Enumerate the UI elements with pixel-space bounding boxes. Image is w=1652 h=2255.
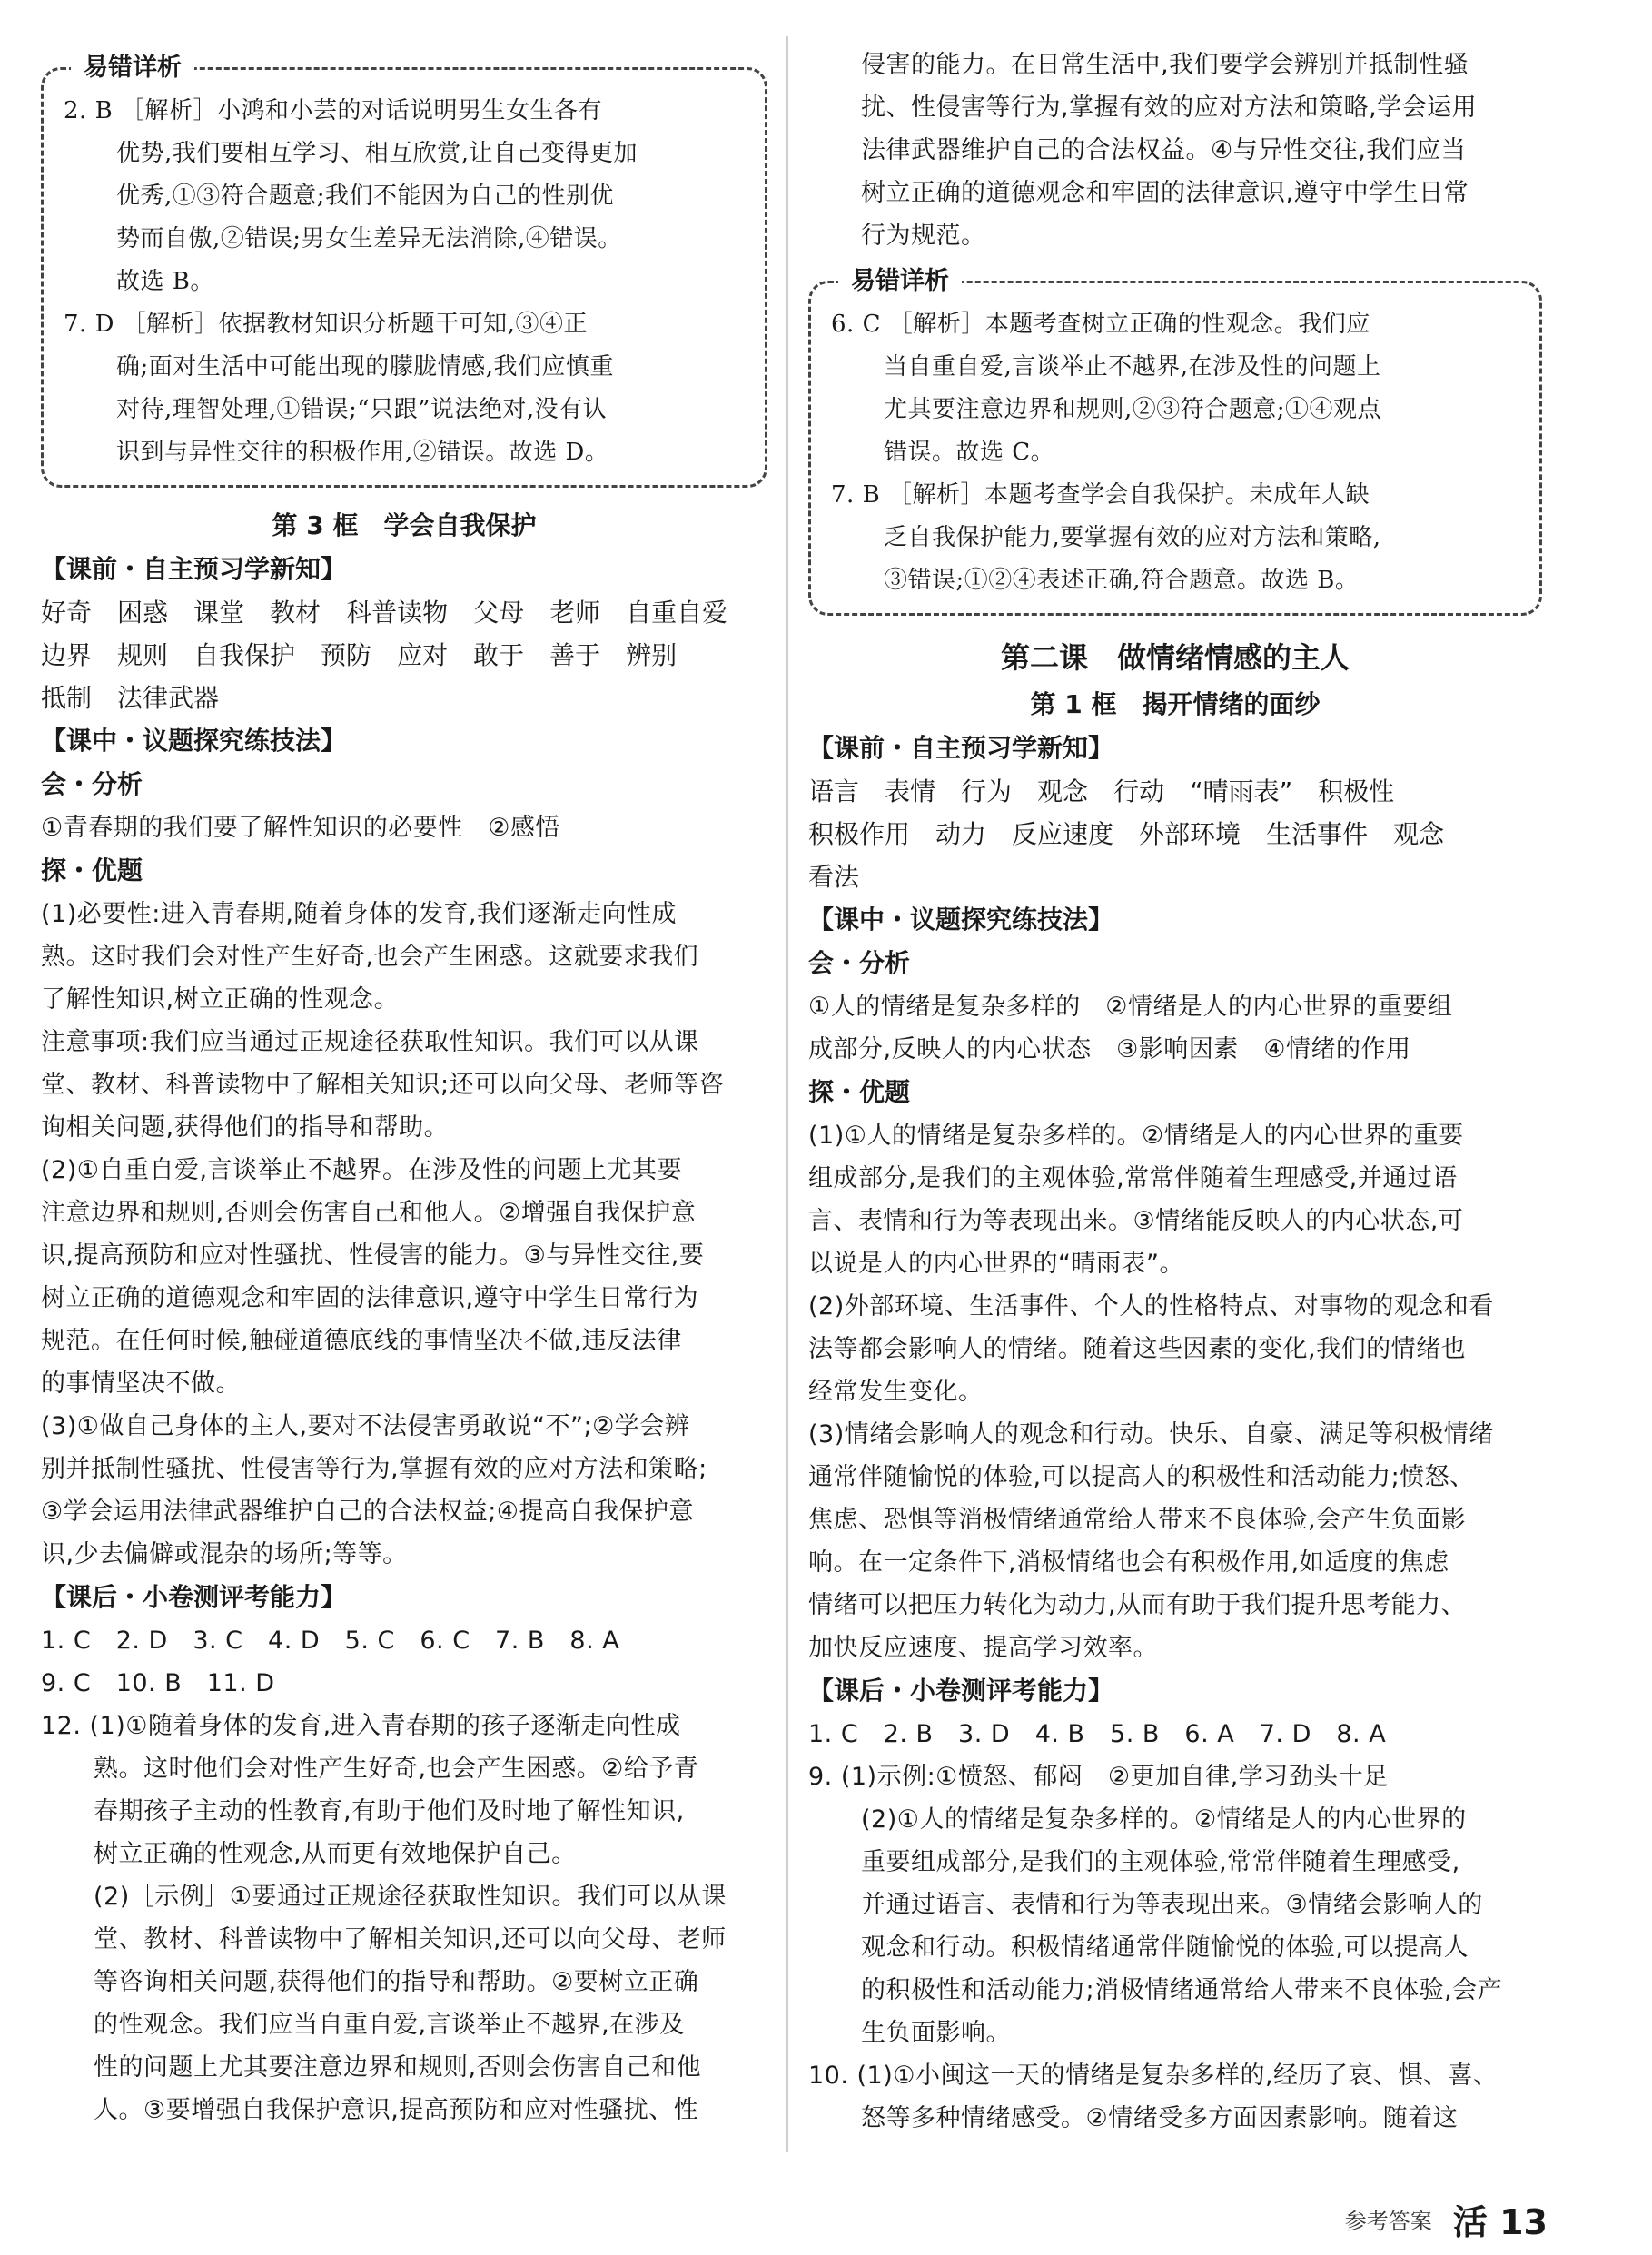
explore-header: 探・优题 [41, 856, 143, 885]
after-header: 【课后・小卷测评考能力】 [41, 1582, 347, 1612]
term-item: 生活事件 [1266, 819, 1369, 849]
error-analysis-title: 易错详析 [71, 50, 194, 86]
q9-line: (2)①人的情绪是复杂多样的。②情绪是人的内心世界的 [861, 1805, 1467, 1834]
q9-lines [808, 1756, 1542, 2054]
explore-line: (1)必要性:进入青春期,随着身体的发育,我们逐渐走向性成 [41, 900, 678, 928]
term-item: 动力 [935, 819, 987, 849]
box1-line: 确;面对生活中可能出现的朦胧情感,我们应慎重 [116, 353, 615, 381]
explore-lines [41, 893, 767, 1576]
right-column [808, 44, 1542, 2140]
continued-line: 树立正确的道德观念和牢固的法律意识,遵守中学生日常 [861, 179, 1469, 207]
q10-line: 怒等多种情绪感受。②情绪受多方面因素影响。随着这 [861, 2104, 1459, 2132]
term-item: 教材 [270, 598, 321, 628]
explore-line: (2)外部环境、生活事件、个人的性格特点、对事物的观念和看 [808, 1292, 1494, 1320]
continued-line: 行为规范。 [861, 222, 986, 250]
term-item: 自我保护 [193, 640, 296, 670]
error-analysis-box-1 [41, 54, 767, 488]
term-item: 行动 [1113, 776, 1165, 806]
term-item: 自重自爱 [626, 598, 728, 628]
reference-answer-label: 参考答案 [1344, 2209, 1432, 2234]
analysis-header: 会・分析 [41, 769, 143, 799]
preview-terms [41, 591, 767, 719]
box1-line: 7. D ［解析］依据教材知识分析题干可知,③④正 [64, 311, 588, 338]
term-item: 善于 [549, 640, 601, 670]
term-item: 困惑 [117, 598, 169, 628]
class-header: 【课中・议题探究练技法】 [808, 905, 1114, 935]
box2-line: 7. B ［解析］本题考查学会自我保护。未成年人缺 [831, 481, 1370, 509]
q12-line: (2)［示例］①要通过正规途径获取性知识。我们可以从课 [94, 1883, 727, 1911]
explore-line: 了解性知识,树立正确的性观念。 [41, 985, 400, 1014]
term-item: “晴雨表” [1190, 776, 1293, 806]
term-item: 行为 [961, 776, 1013, 806]
box1-line: 对待,理智处理,①错误;“只跟”说法绝对,没有认 [116, 396, 608, 423]
box1-line: 识到与异性交往的积极作用,②错误。故选 D。 [116, 439, 609, 466]
explore-line: 树立正确的道德观念和牢固的法律意识,遵守中学生日常行为 [41, 1284, 699, 1312]
analysis-line: 成部分,反映人的内心状态 ③影响因素 ④情绪的作用 [808, 1035, 1411, 1063]
q9-line: 9. (1)示例:①愤怒、郁闷 ②更加自律,学习劲头十足 [808, 1763, 1389, 1791]
q12-line: 树立正确的性观念,从而更有效地保护自己。 [94, 1840, 577, 1868]
q10-lines [808, 2054, 1542, 2140]
box2-line: ③错误;①②④表述正确,符合题意。故选 B。 [884, 567, 1360, 594]
box1-line: 优势,我们要相互学习、相互欣赏,让自己变得更加 [116, 140, 638, 167]
q9-line: 的积极性和活动能力;消极情绪通常给人带来不良体验,会产 [861, 1976, 1503, 2004]
analysis-line: ①青春期的我们要了解性知识的必要性 ②感悟 [41, 814, 560, 842]
preview-header: 【课前・自主预习学新知】 [41, 554, 347, 584]
explore-line: 焦虑、恐惧等消极情绪通常给人带来不良体验,会产生负面影 [808, 1506, 1467, 1534]
explore-line: 注意事项:我们应当通过正规途径获取性知识。我们可以从课 [41, 1028, 699, 1056]
term-item: 科普读物 [346, 598, 449, 628]
answers-line: 1. C 2. D 3. C 4. D 5. C 6. C 7. B 8. A [41, 1627, 620, 1655]
explore-line: (2)①自重自爱,言谈举止不越界。在涉及性的问题上尤其要 [41, 1156, 683, 1184]
explore-header: 探・优题 [808, 1077, 911, 1107]
term-item: 预防 [321, 640, 372, 670]
q12-line: 12. (1)①随着身体的发育,进入青春期的孩子逐渐走向性成 [41, 1712, 681, 1740]
term-item: 课堂 [193, 598, 245, 628]
term-item: 敢于 [473, 640, 525, 670]
frame-title: 第 1 框 揭开情绪的面纱 [1030, 689, 1321, 719]
box2-line: 6. C ［解析］本题考查树立正确的性观念。我们应 [831, 311, 1370, 338]
q9-line: 重要组成部分,是我们的主观体验,常常伴随着生理感受, [861, 1848, 1460, 1876]
term-item: 应对 [397, 640, 449, 670]
preview-terms [808, 770, 1542, 898]
explore-lines [808, 1114, 1542, 1669]
explore-line: 以说是人的内心世界的“晴雨表”。 [808, 1250, 1184, 1278]
after-header: 【课后・小卷测评考能力】 [808, 1676, 1114, 1706]
term-item: 反应速度 [1012, 819, 1114, 849]
explore-line: (3)情绪会影响人的观念和行动。快乐、自豪、满足等积极情绪 [808, 1420, 1494, 1449]
q9-line: 生负面影响。 [861, 2019, 1011, 2047]
box1-line: 优秀,①③符合题意;我们不能因为自己的性别优 [116, 183, 615, 210]
explore-line: 言、表情和行为等表现出来。③情绪能反映人的内心状态,可 [808, 1207, 1464, 1235]
box2-line: 错误。故选 C。 [884, 439, 1055, 466]
explore-line: 的事情坚决不做。 [41, 1370, 241, 1398]
error-analysis-title: 易错详析 [838, 263, 962, 300]
term-item: 规则 [117, 640, 169, 670]
q12-lines [41, 1705, 767, 2131]
box2-line: 尤其要注意边界和规则,②③符合题意;①④观点 [884, 396, 1382, 423]
explore-line: 识,提高预防和应对性骚扰、性侵害的能力。③与异性交往,要 [41, 1241, 705, 1270]
analysis-header: 会・分析 [808, 948, 911, 978]
term-item: 观念 [1393, 819, 1445, 849]
q12-line: 人。③要增强自我保护意识,提高预防和应对性骚扰、性 [94, 2096, 699, 2124]
explore-line: 响。在一定条件下,消极情绪也会有积极作用,如适度的焦虑 [808, 1548, 1449, 1577]
term-item: 观念 [1037, 776, 1089, 806]
error-analysis-box-2 [808, 267, 1542, 616]
class-header: 【课中・议题探究练技法】 [41, 726, 347, 756]
q12-line: 性的问题上尤其要注意边界和规则,否则会伤害自己和他 [94, 2053, 702, 2082]
continued-line: 法律武器维护自己的合法权益。④与异性交往,我们应当 [861, 136, 1467, 164]
term-item: 看法 [808, 862, 860, 892]
box2-lines [831, 303, 1519, 602]
explore-line: (1)①人的情绪是复杂多样的。②情绪是人的内心世界的重要 [808, 1122, 1464, 1150]
q12-line: 春期孩子主动的性教育,有助于他们及时地了解性知识, [94, 1797, 685, 1825]
lesson-title: 第二课 做情绪情感的主人 [1000, 640, 1350, 675]
explore-line: 通常伴随愉悦的体验,可以提高人的积极性和活动能力;愤怒、 [808, 1463, 1475, 1491]
term-item: 边界 [41, 640, 93, 670]
column-divider [786, 36, 788, 2152]
term-item: 外部环境 [1139, 819, 1241, 849]
page-footer [1345, 2194, 1548, 2244]
term-item: 表情 [885, 776, 936, 806]
explore-line: 熟。这时我们会对性产生好奇,也会产生困惑。这就要求我们 [41, 943, 699, 971]
answers-line: 1. C 2. B 3. D 4. B 5. B 6. A 7. D 8. A [808, 1720, 1387, 1748]
explore-line: 别并抵制性骚扰、性侵害等行为,掌握有效的应对方法和策略; [41, 1455, 707, 1483]
preview-header: 【课前・自主预习学新知】 [808, 733, 1114, 763]
q12-line: 熟。这时他们会对性产生好奇,也会产生困惑。②给予青 [94, 1755, 699, 1783]
continued-line: 扰、性侵害等行为,掌握有效的应对方法和策略,学会运用 [861, 94, 1478, 122]
q9-line: 并通过语言、表情和行为等表现出来。③情绪会影响人的 [861, 1891, 1483, 1919]
q9-line: 观念和行动。积极情绪通常伴随愉悦的体验,可以提高人 [861, 1934, 1469, 1962]
term-item: 积极作用 [808, 819, 911, 849]
explore-line: 堂、教材、科普读物中了解相关知识;还可以向父母、老师等咨 [41, 1071, 725, 1099]
explore-line: 经常发生变化。 [808, 1378, 984, 1406]
continued-lines [808, 44, 1542, 257]
explore-line: 规范。在任何时候,触碰道德底线的事情坚决不做,违反法律 [41, 1327, 682, 1355]
term-item: 父母 [473, 598, 525, 628]
q12-line: 等咨询相关问题,获得他们的指导和帮助。②要树立正确 [94, 1968, 699, 1996]
q12-line: 堂、教材、科普读物中了解相关知识,还可以向父母、老师 [94, 1925, 727, 1953]
explore-line: 加快反应速度、提高学习效率。 [808, 1634, 1158, 1662]
term-item: 积极性 [1318, 776, 1395, 806]
q10-line: 10. (1)①小闽这一天的情绪是复杂多样的,经历了哀、惧、喜、 [808, 2062, 1499, 2090]
analysis-line: ①人的情绪是复杂多样的 ②情绪是人的内心世界的重要组 [808, 993, 1453, 1021]
explore-line: 识,少去偏僻或混杂的场所;等等。 [41, 1540, 408, 1568]
term-item: 抵制 [41, 683, 93, 713]
box2-line: 当自重自爱,言谈举止不越界,在涉及性的问题上 [884, 353, 1381, 381]
continued-line: 侵害的能力。在日常生活中,我们要学会辨别并抵制性骚 [861, 51, 1469, 79]
box1-lines [64, 90, 745, 474]
page-number: 活 13 [1452, 2202, 1548, 2242]
explore-line: ③学会运用法律武器维护自己的合法权益;④提高自我保护意 [41, 1498, 695, 1526]
explore-line: 法等都会影响人的情绪。随着这些因素的变化,我们的情绪也 [808, 1335, 1467, 1363]
term-item: 好奇 [41, 598, 93, 628]
box1-line: 2. B ［解析］小鸿和小芸的对话说明男生女生各有 [64, 97, 602, 124]
frame-title: 第 3 框 学会自我保护 [272, 510, 537, 540]
box2-line: 乏自我保护能力,要掌握有效的应对方法和策略, [884, 524, 1381, 551]
explore-line: 情绪可以把压力转化为动力,从而有助于我们提升思考能力、 [808, 1591, 1467, 1619]
explore-line: 注意边界和规则,否则会伤害自己和他人。②增强自我保护意 [41, 1199, 697, 1227]
term-item: 法律武器 [117, 683, 220, 713]
term-item: 语言 [808, 776, 860, 806]
explore-line: 询相关问题,获得他们的指导和帮助。 [41, 1113, 450, 1142]
explore-line: (3)①做自己身体的主人,要对不法侵害勇敢说“不”;②学会辨 [41, 1412, 690, 1440]
q12-line: 的性观念。我们应当自重自爱,言谈举止不越界,在涉及 [94, 2011, 685, 2039]
box1-line: 故选 B。 [116, 268, 214, 295]
term-item: 辨别 [626, 640, 678, 670]
answers-line: 9. C 10. B 11. D [41, 1669, 275, 1697]
term-item: 老师 [549, 598, 601, 628]
explore-line: 组成部分,是我们的主观体验,常常伴随着生理感受,并通过语 [808, 1164, 1458, 1192]
left-column [41, 44, 767, 2131]
box1-line: 势而自傲,②错误;男女生差异无法消除,④错误。 [116, 225, 622, 252]
